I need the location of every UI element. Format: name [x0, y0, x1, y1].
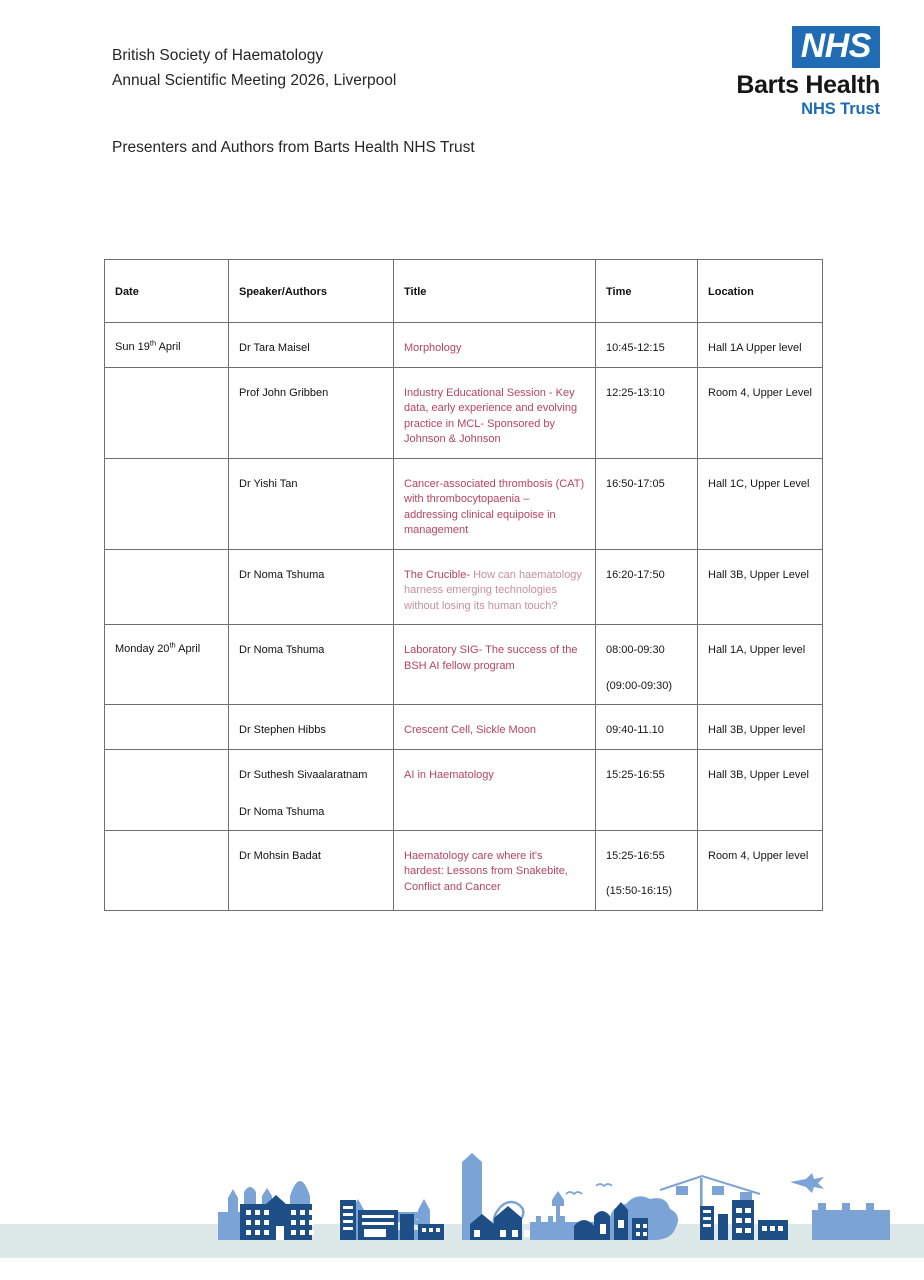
trust-sub-label: NHS Trust	[801, 100, 880, 118]
cell-date	[105, 749, 229, 830]
time-primary: 15:25-16:55	[606, 849, 665, 862]
cell-speaker	[229, 625, 394, 705]
time-secondary: (15:50-16:15)	[606, 885, 673, 897]
date-ordinal-suffix: th	[149, 338, 157, 348]
column-header-date: Date	[105, 260, 229, 323]
cell-date: Monday 20th April	[105, 625, 229, 705]
cell-date	[105, 458, 229, 549]
cell-location: Hall 1A, Upper level	[698, 625, 823, 705]
cell-time	[596, 830, 698, 910]
cell-session-title	[394, 625, 596, 705]
cell-session-title	[394, 323, 596, 368]
cell-time	[596, 549, 698, 625]
footer-skyline-graphic	[0, 1150, 924, 1280]
cell-session-title	[394, 705, 596, 750]
time-primary: 16:20-17:50	[606, 568, 665, 581]
cell-speaker	[229, 830, 394, 910]
cell-session-title	[394, 367, 596, 458]
cell-date	[105, 705, 229, 750]
date-ordinal-suffix: th	[169, 640, 176, 650]
time-primary: 08:00-09:30	[606, 644, 665, 656]
table-row	[105, 830, 823, 910]
nhs-barts-health-logo	[700, 26, 880, 119]
cell-speaker	[229, 549, 394, 625]
speaker-name: Dr Stephen Hibbs	[239, 724, 326, 736]
table-row	[105, 367, 823, 458]
cell-date	[105, 830, 229, 910]
cell-speaker	[229, 749, 394, 830]
speaker-name: Dr Mohsin Badat	[239, 849, 321, 862]
column-header-title: Title	[394, 260, 596, 323]
table-row	[105, 749, 823, 830]
speaker-name: Dr Tara Maisel	[239, 342, 310, 354]
table-row	[105, 458, 823, 549]
cell-time	[596, 749, 698, 830]
session-title-lead: Industry Educational Session - Key data, early experience and evolving practice in MCL- Sponsored by Johnson & Johnson	[404, 386, 578, 445]
cell-date: Sun 19th April	[105, 323, 229, 368]
table-row	[105, 549, 823, 625]
cell-location: Hall 1C, Upper Level	[698, 458, 823, 549]
time-primary: 12:25-13:10	[606, 386, 665, 399]
cell-speaker	[229, 323, 394, 368]
session-title-lead: Haematology care where it's hardest: Lessons from Snakebite, Conflict and Cancer	[404, 849, 568, 893]
cell-time	[596, 625, 698, 705]
session-title-lead: Laboratory SIG- The success of the BSH AI fellow program	[404, 644, 578, 672]
cell-time	[596, 367, 698, 458]
table-row	[105, 705, 823, 750]
schedule-table	[104, 259, 823, 911]
page-title: British Society of Haematology	[112, 47, 324, 64]
cell-session-title	[394, 549, 596, 625]
session-title-lead: Cancer-associated thrombosis (CAT) with thrombocytopaenia – addressing clinical equipoise in management	[404, 477, 585, 536]
cell-location: Hall 3B, Upper level	[698, 705, 823, 750]
cell-time	[596, 705, 698, 750]
cell-date	[105, 367, 229, 458]
cell-speaker	[229, 458, 394, 549]
cell-time	[596, 458, 698, 549]
session-title-lead: The Crucible-	[404, 568, 471, 581]
speaker-name: Prof John Gribben	[239, 386, 329, 399]
page-subtitle-meeting: Annual Scientific Meeting 2026, Liverpool	[112, 72, 397, 89]
time-primary: 15:25-16:55	[606, 768, 665, 781]
cell-location: Hall 3B, Upper Level	[698, 749, 823, 830]
organisation-title-block	[112, 43, 396, 93]
speaker-name-secondary: Dr Noma Tshuma	[239, 805, 325, 818]
cell-location: Room 4, Upper level	[698, 830, 823, 910]
column-header-speaker: Speaker/Authors	[229, 260, 394, 323]
cell-session-title	[394, 749, 596, 830]
speaker-name: Dr Suthesh Sivaalaratnam	[239, 768, 368, 781]
trust-name-label: Barts Health	[736, 71, 880, 99]
speaker-name: Dr Yishi Tan	[239, 477, 298, 490]
session-title-lead: Morphology	[404, 342, 462, 354]
cell-location: Room 4, Upper Level	[698, 367, 823, 458]
nhs-mark-icon: NHS	[792, 26, 880, 68]
column-header-location: Location	[698, 260, 823, 323]
schedule-table-body	[105, 323, 823, 911]
cell-date	[105, 549, 229, 625]
document-header	[0, 0, 924, 175]
table-row	[105, 625, 823, 705]
cell-speaker	[229, 705, 394, 750]
time-primary: 09:40-11.10	[606, 724, 664, 736]
cell-location: Hall 1A Upper level	[698, 323, 823, 368]
cell-session-title	[394, 458, 596, 549]
time-secondary: (09:00-09:30)	[606, 679, 673, 692]
time-primary: 10:45-12:15	[606, 342, 665, 354]
cell-speaker	[229, 367, 394, 458]
table-header-row	[105, 260, 823, 323]
cell-session-title	[394, 830, 596, 910]
speaker-name: Dr Noma Tshuma	[239, 644, 325, 656]
london-skyline-icon	[0, 1150, 924, 1258]
session-title-rest: How can haematology harness emerging technologies without losing its human touch?	[404, 568, 582, 612]
session-title-lead: AI in Haematology	[404, 768, 494, 781]
speaker-name: Dr Noma Tshuma	[239, 568, 325, 581]
session-title-lead: Crescent Cell, Sickle Moon	[404, 724, 537, 736]
cell-time	[596, 323, 698, 368]
cell-location: Hall 3B, Upper Level	[698, 549, 823, 625]
presenters-heading: Presenters and Authors from Barts Health NHS Trust	[112, 139, 475, 156]
column-header-time: Time	[596, 260, 698, 323]
table-row	[105, 323, 823, 368]
time-primary: 16:50-17:05	[606, 477, 665, 490]
